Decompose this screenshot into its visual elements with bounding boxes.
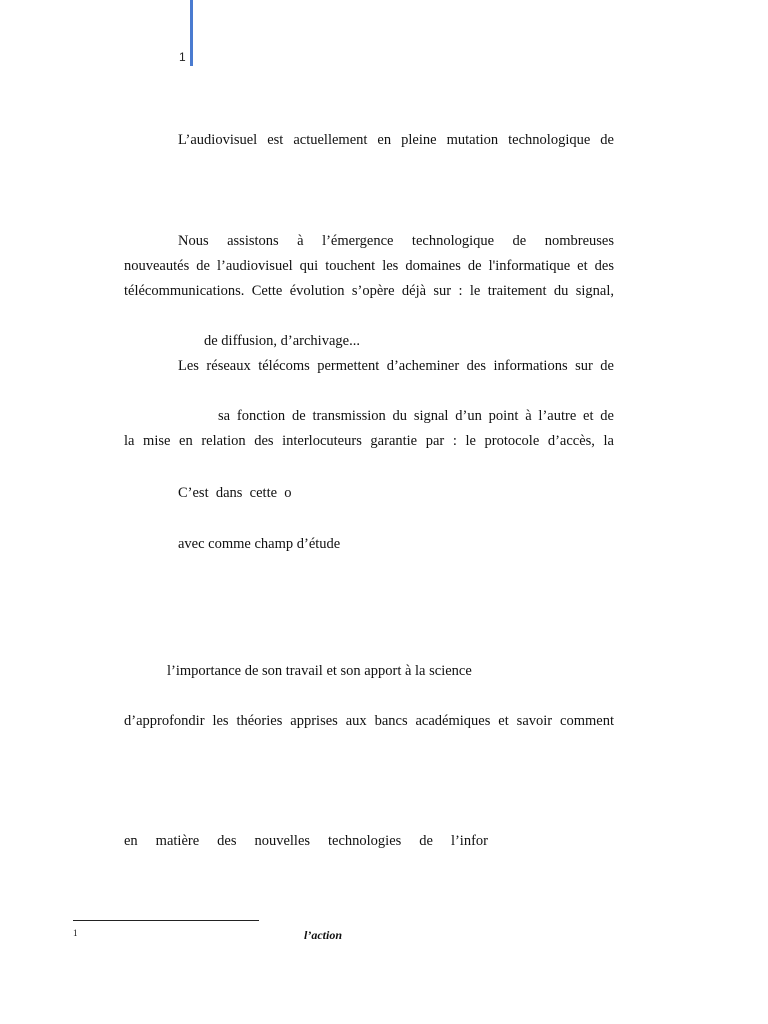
paragraph-line: d’approfondir les théories apprises aux bancs académiques et savoir comment — [124, 713, 614, 729]
footnote-text: l’action — [304, 928, 342, 942]
paragraph-line: C’est dans cette o — [178, 485, 292, 501]
paragraph-line: nouveautés de l’audiovisuel qui touchent les domaines de l'informatique et des — [124, 258, 614, 274]
footnote-mark: 1 — [73, 928, 78, 938]
paragraph-line: en matière des nouvelles technologies de l’infor — [124, 833, 488, 849]
paragraph-line: Nous assistons à l’émergence technologique de nombreuses — [178, 233, 614, 249]
page-number: 1 — [179, 50, 186, 64]
margin-marker — [190, 0, 193, 66]
paragraph-line: la mise en relation des interlocuteurs garantie par : le protocole d’accès, la — [124, 433, 614, 449]
paragraph-line: L’audiovisuel est actuellement en pleine mutation technologique de — [178, 132, 614, 148]
paragraph-line: de diffusion, d’archivage... — [204, 333, 360, 349]
footnote-separator — [73, 920, 259, 921]
paragraph-line: Les réseaux télécoms permettent d’acheminer des informations sur de — [178, 358, 614, 374]
paragraph-line: sa fonction de transmission du signal d’un point à l’autre et de — [218, 408, 614, 424]
paragraph-line: l’importance de son travail et son apport à la science — [167, 663, 472, 679]
paragraph-line: avec comme champ d’étude — [178, 536, 341, 552]
paragraph-line: télécommunications. Cette évolution s’opère déjà sur : le traitement du signal, — [124, 283, 614, 299]
